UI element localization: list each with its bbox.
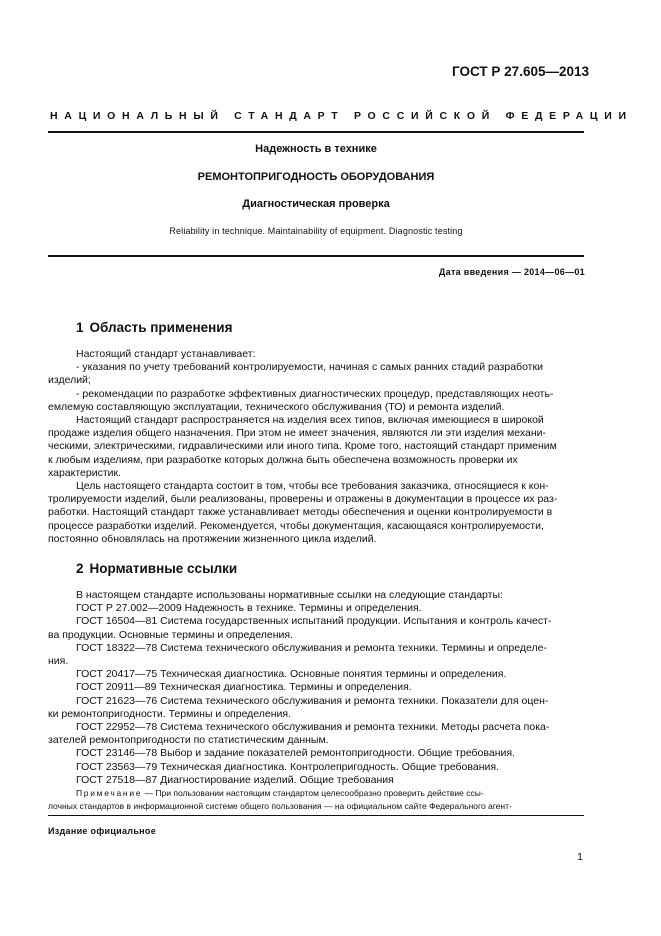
text-line: В настоящем стандарте использованы нормативные ссылки на следующие стандарты: [76,589,503,601]
section-2-body [48,589,584,787]
section-1-heading [76,320,232,335]
reference-line: ва продукции. Основные термины и определения. [48,628,293,641]
text-line: - рекомендации по разработке эффективных диагностических процедур, представляющих неоть- [76,387,554,400]
section-number: 2 [76,561,84,576]
section-1-body [48,348,584,546]
title-rule [48,255,584,257]
text-line: к любым изделиям, при разработке которых должна быть обеспечена возможность проверки их [48,453,518,466]
reference-line: ния. [48,655,69,668]
reference-line: ГОСТ 27518—87 Диагностирование изделий. Общие требования [76,773,394,786]
note-line [76,787,584,800]
text-line: работки. Настоящий стандарт также устанавливает методы обеспечения и оценки контролируемости в [48,506,553,519]
reference-line: зателей ремонтопригодности по статистическим данным. [48,734,329,747]
page-number: 1 [577,851,583,863]
reference-line: ГОСТ 20417—75 Техническая диагностика. Основные понятия термины и определения. [76,668,507,681]
footnote [48,787,584,812]
reference-line: ГОСТ 20911—89 Техническая диагностика. Термины и определения. [76,681,412,694]
text-line: Настоящий стандарт распространяется на изделия всех типов, включая имеющиеся в широкой [76,414,544,427]
text-line: продаже изделия общего назначения. При этом не имеет значения, являются ли эти изделия механи- [48,427,546,440]
national-standard-banner: НАЦИОНАЛЬНЫЙ СТАНДАРТ РОССИЙСКОЙ ФЕДЕРАЦИИ [50,110,633,122]
header-rule [48,131,584,133]
footer-rule [48,815,584,816]
document-number: ГОСТ Р 27.605—2013 [452,64,589,79]
section-title: Нормативные ссылки [89,561,238,576]
reference-line: ГОСТ 16504—81 Система государственных испытаний продукции. Испытания и контроль качест- [76,615,552,628]
text-line: тролируемости изделий, были реализованы, проверены и отражены в документации в процессе их раз- [48,493,558,506]
section-title: Область применения [89,320,233,335]
note-label: Примечание [76,788,143,798]
reference-line: ГОСТ 23563—79 Техническая диагностика. Контролепригодность. Общие требования. [76,760,499,773]
text-line: изделий; [48,374,91,387]
section-2-heading [76,561,237,576]
reference-line: ГОСТ 21623—76 Система технического обслуживания и ремонта техники. Показатели для оцен- [76,694,549,707]
document-subtitle: Диагностическая проверка [242,198,390,210]
text-line: - указания по учету требований контролируемости, начиная с самых ранних стадий разработки [76,361,543,374]
text-line: характеристик. [48,466,122,479]
reference-line: ГОСТ Р 27.002—2009 Надежность в технике. Термины и определения. [76,602,422,615]
reference-line: ГОСТ 18322—78 Система технического обслуживания и ремонта техники. Термины и определе- [76,641,547,654]
text-line: Настоящий стандарт устанавливает: [76,348,256,360]
official-edition-label: Издание официальное [48,826,157,836]
document-title: РЕМОНТОПРИГОДНОСТЬ ОБОРУДОВАНИЯ [197,171,435,183]
text-line: постоянно обновлялась на протяжении жизненного цикла изделий. [48,532,377,545]
document-subject: Надежность в технике [255,143,377,155]
english-title: Reliability in technique. Maintainability of equipment. Diagnostic testing [169,226,463,236]
note-line: лочных стандартов в информационной системе общего пользования — на официальном сайте Федерального агент- [48,800,512,811]
note-text: — При пользовании настоящим стандартом целесообразно проверить действие ссы- [142,788,484,798]
text-line: процессе разработки изделий. Рекомендуется, чтобы документация, касающаяся контролируемости, [48,519,544,532]
text-line: емлемую составляющую эксплуатации, технического обслуживания (ТО) и ремонта изделий. [48,400,505,413]
text-line: Цель настоящего стандарта состоит в том, чтобы все требования заказчика, относящиеся к кон- [76,480,549,493]
reference-line: ки ремонтопригодности. Термины и определения. [48,707,292,720]
section-number: 1 [76,320,84,335]
introduction-date: Дата введения — 2014—06—01 [438,267,585,277]
reference-line: ГОСТ 22952—78 Система технического обслуживания и ремонта техники. Методы расчета пока- [76,721,550,734]
text-line: ческими, электрическими, гидравлическими или иного типа. Кроме того, настоящий стандарт применим [48,440,557,453]
reference-line: ГОСТ 23146—78 Выбор и задание показателей ремонтопригодности. Общие требования. [76,747,515,760]
